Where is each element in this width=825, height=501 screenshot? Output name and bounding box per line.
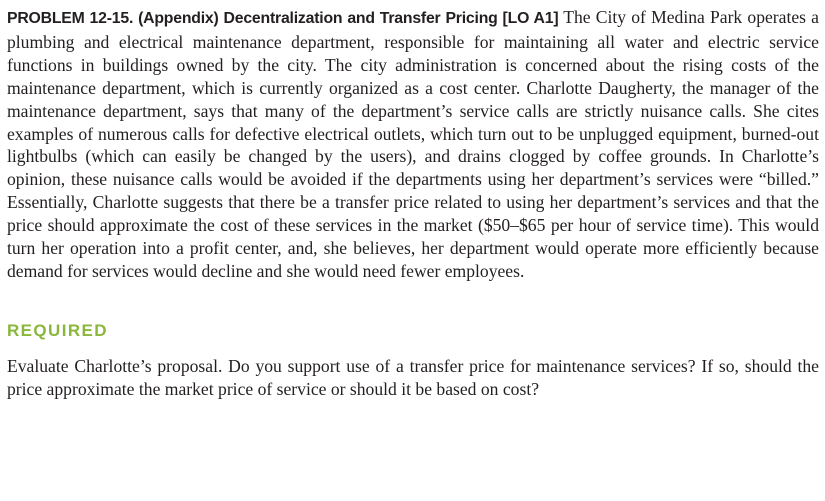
problem-paragraph bbox=[7, 6, 819, 283]
required-body: Evaluate Charlotte’s proposal. Do you support use of a transfer price for maintenance services? If so, should the price approximate the market price of service or should it be based on cost? bbox=[7, 355, 819, 399]
problem-heading: PROBLEM 12-15. (Appendix) Decentralization and Transfer Pricing [LO A1] bbox=[7, 10, 559, 27]
required-heading: REQUIRED bbox=[7, 320, 108, 340]
document-page bbox=[7, 6, 819, 401]
problem-body: The City of Medina Park operates a plumbing and electrical maintenance department, responsible for maintaining all water and electric service functions in buildings owned by the city. The city administration is concerned about the rising costs of the maintenance department, which is currently organized as a cost center. Charlotte Daugherty, the manager of the maintenance department, says that many of the department’s service calls are strictly nuisance calls. She cites examples of numerous calls for defective electrical outlets, which turn out to be unplugged equipment, burned-out lightbulbs (which can easily be changed by the users), and drains clogged by coffee grounds. In Charlotte’s opinion, these nuisance calls would be avoided if the departments using her department’s services were “billed.” Essentially, Charlotte suggests that there be a transfer price related to using her department’s services and that the price should approximate the cost of these services in the market ($50–$65 per hour of service time). This would turn her operation into a profit center, and, she believes, her department would operate more efficiently because demand for services would decline and she would need fewer employees. bbox=[7, 7, 819, 281]
